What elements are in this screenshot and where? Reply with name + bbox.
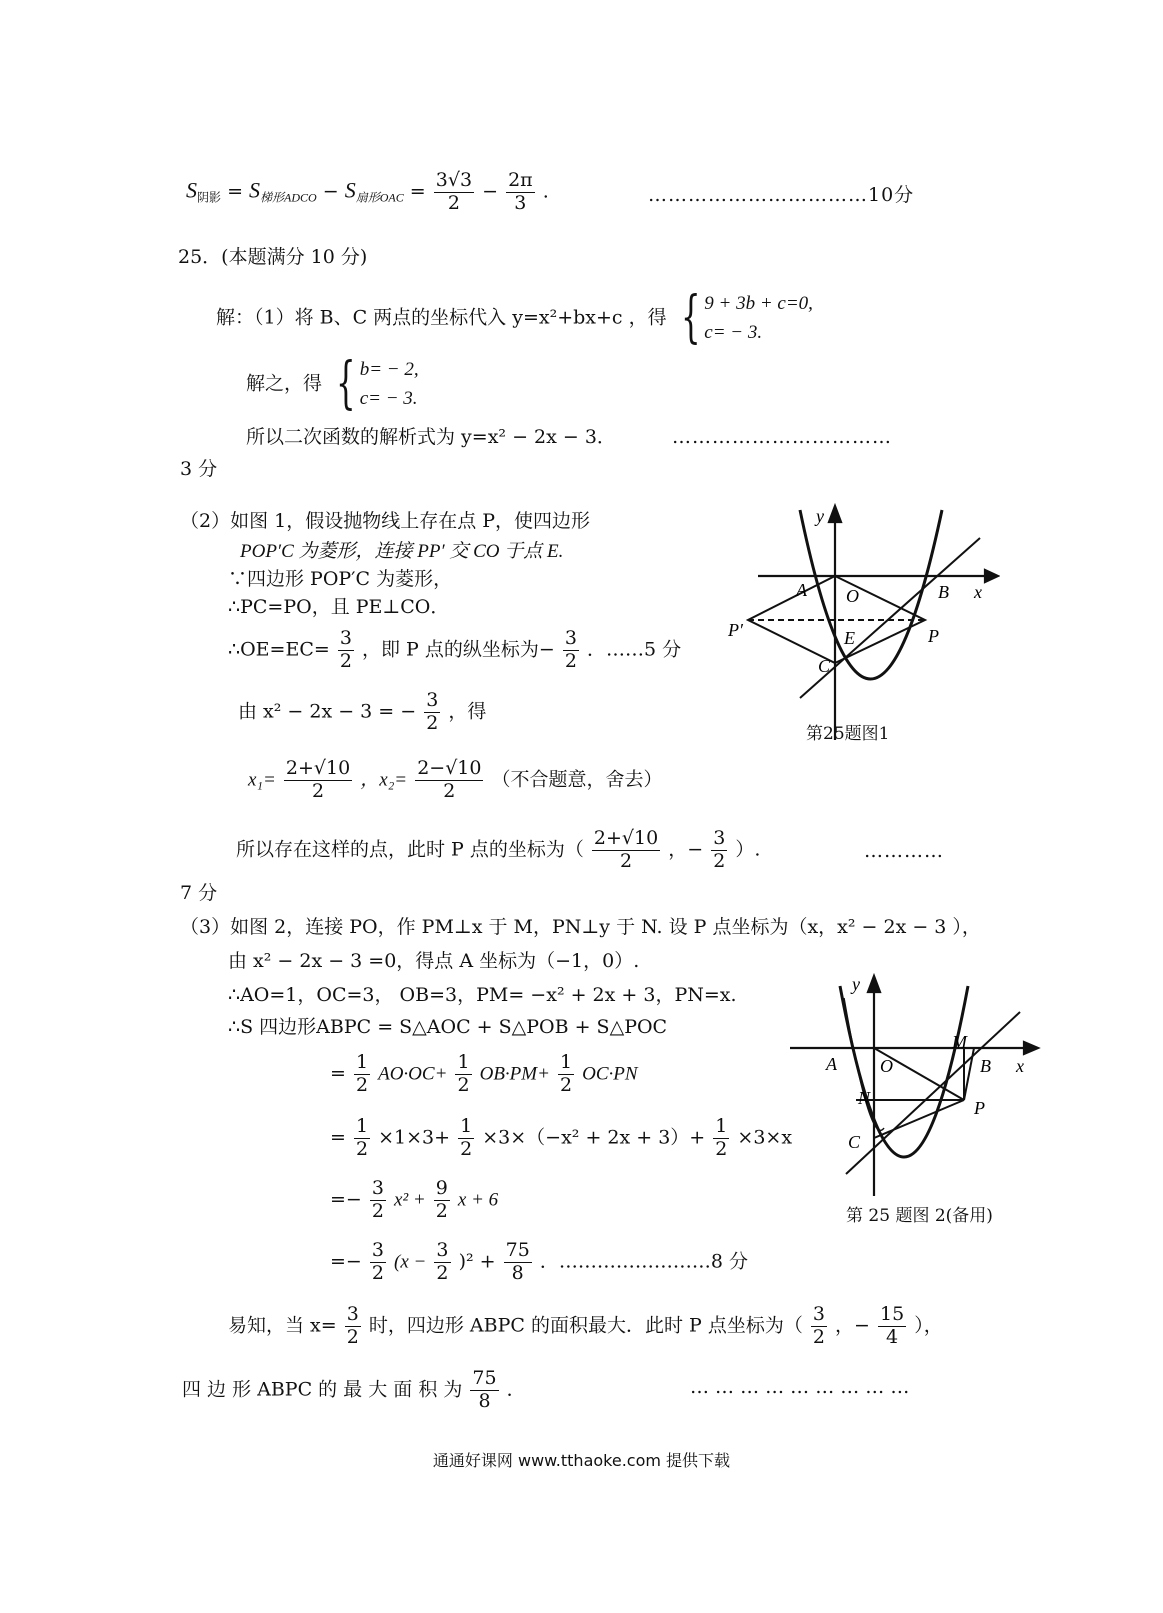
q25-title: 25．(本题满分 10 分) (178, 246, 368, 268)
frac-3-2: $\frac{3}{2}$ (713, 827, 726, 872)
fig1-label-b: B (938, 582, 949, 602)
shadow-area-formula: $S_{阴影} = S_{梯形ADCO} - S_{扇形OAC}$ = $\frac{3√3}{2}$ − $\frac{2\pi}{3}$ . (186, 169, 549, 214)
p3-line8: =− $\frac{3}{2}$ (x − $\frac{3}{2}$ )² + $\frac{75}{8}$ ．……………………8 分 (330, 1239, 748, 1284)
p1-solution: b= − 2, c= − 3. (359, 359, 419, 410)
p1-solve-text: 解之，得 (246, 372, 323, 395)
fig2-y-arrow (868, 976, 880, 992)
p2-exist: 所以存在这样的点，此时 P 点的坐标为（ $\frac{2+√10}{2}$ ，− $\frac{3}{2}$ ）. (236, 827, 761, 872)
p1-cases: 9 + 3b + c=0, c= − 3. (704, 293, 813, 344)
p2-score: 7 分 (180, 882, 218, 904)
p1-score: 3 分 (180, 458, 218, 480)
fig2-label-c: C (848, 1132, 861, 1152)
p2-line3: ∵四边形 POP′C 为菱形， (228, 568, 453, 590)
frac-9-2: $\frac{9}{2}$ (435, 1177, 448, 1222)
p1-solve (246, 351, 419, 417)
frac-1-2: $\frac{1}{2}$ (457, 1051, 470, 1096)
p3-line1: （3）如图 2，连接 PO，作 PM⊥x 于 M，PN⊥y 于 N. 设 P 点坐标为（x，x² − 2x − 3 ）， (180, 916, 981, 938)
frac-3-2: $\frac{3}{2}$ (564, 627, 577, 672)
fig1-label-o: O (846, 586, 859, 606)
fig2-label-o: O (880, 1056, 893, 1076)
page-footer: 通通好课网 www.tthaoke.com 提供下载 (432, 1451, 731, 1470)
fig1-label-y: y (816, 506, 824, 526)
frac-15-4: $\frac{15}{4}$ (879, 1303, 905, 1348)
s-sector-sub: 扇形OAC (355, 190, 404, 205)
p2-dots: ………… (864, 840, 944, 862)
figure-2 (784, 968, 1044, 1203)
frac-1-2: $\frac{1}{2}$ (715, 1115, 728, 1160)
frac-x2: $\frac{2-√10}{2}$ (417, 757, 482, 802)
s-shadow: S (186, 177, 197, 203)
frac-3sqrt3-2: $\frac{3√3}{2}$ (435, 169, 473, 214)
fig2-label-x: x (1016, 1056, 1024, 1076)
frac-3-2: $\frac{3}{2}$ (812, 1303, 825, 1348)
fig1-caption: 第25题图1 (806, 724, 890, 744)
frac-3-2: $\frac{3}{2}$ (339, 627, 352, 672)
p3-line7: =− $\frac{3}{2}$ x² + $\frac{9}{2}$ x + 6 (330, 1177, 499, 1222)
frac-3-2: $\frac{3}{2}$ (371, 1239, 384, 1284)
p2-line2: POP′C 为菱形，连接 PP′ 交 CO 于点 E. (240, 541, 564, 562)
frac-1-2: $\frac{1}{2}$ (355, 1051, 369, 1096)
frac-3-2: $\frac{3}{2}$ (426, 689, 439, 734)
fig2-label-m: M (952, 1032, 967, 1052)
p2-roots: x₁= $\frac{2+√10}{2}$ ，x₂= $\frac{2-√10}{2}$ （不合题意，舍去） (248, 757, 663, 802)
p3-line2: 由 x² − 2x − 3 =0，得点 A 坐标为（−1，0）. (228, 950, 640, 972)
fig2-x-arrow (1024, 1042, 1038, 1054)
fig2-line-bc (846, 1012, 1020, 1174)
fig2-label-p: P (974, 1098, 985, 1118)
p1-dots: …………………………… (672, 426, 892, 448)
fig2-pb (964, 1048, 974, 1100)
brace: { (336, 351, 356, 417)
p3-line6: = $\frac{1}{2}$ ×1×3+ $\frac{1}{2}$ ×3×（−x² + 2x + 3）+ $\frac{1}{2}$ ×3×x (330, 1115, 793, 1160)
fig1-label-p: P (928, 626, 939, 646)
score-10: 10分 (868, 184, 915, 206)
s-sector: S (344, 177, 356, 203)
p3-area-dots: … … … … … … … … … (690, 1376, 910, 1398)
shadow-dots: ……………………………10分 (648, 184, 915, 206)
p3-area: 四 边 形 ABPC 的 最 大 面 积 为 $\frac{75}{8}$ ． (182, 1367, 526, 1412)
fig2-parabola-inner (844, 998, 884, 1130)
fig2-caption: 第 25 题图 2(备用) (846, 1206, 993, 1226)
fig1-x-arrow (985, 570, 998, 582)
p1-intro-text: 解：（1）将 B、C 两点的坐标代入 y=x²+bx+c ，得 (216, 306, 667, 329)
frac-1-2: $\frac{1}{2}$ (559, 1051, 573, 1096)
frac-x1: $\frac{2+√10}{2}$ (285, 757, 351, 802)
p3-line4: ∴S 四边形ABPC = S△AOC + S△POB + S△POC (228, 1016, 668, 1038)
fig2-label-y: y (852, 974, 860, 994)
brace: { (680, 285, 701, 351)
frac-75-8: $\frac{75}{8}$ (505, 1239, 530, 1284)
p1-result: 所以二次函数的解析式为 y=x² − 2x − 3． (246, 426, 616, 448)
figure-1 (720, 500, 1000, 750)
fig1-label-e: E (844, 628, 855, 648)
frac-1-2: $\frac{1}{2}$ (460, 1115, 473, 1160)
frac-3-2: $\frac{3}{2}$ (371, 1177, 384, 1222)
frac-75-8: $\frac{75}{8}$ (472, 1367, 497, 1412)
s-trap-sub: 梯形ADCO (260, 190, 317, 205)
fig2-label-a: A (826, 1054, 837, 1074)
fig1-label-pp: P′ (728, 620, 743, 640)
p3-line5: = $\frac{1}{2}$ AO·OC+ $\frac{1}{2}$ OB·PM+ $\frac{1}{2}$ OC·PN (330, 1051, 638, 1096)
p2-line1: （2）如图 1，假设抛物线上存在点 P，使四边形 (180, 510, 591, 532)
fig1-label-a: A (796, 580, 807, 600)
p2-line4: ∴PC=PO，且 PE⊥CO． (228, 596, 450, 618)
frac-2pi-3: $\frac{2\pi}{3}$ (508, 169, 533, 214)
s-shadow-sub: 阴影 (197, 190, 222, 205)
frac-3-2: $\frac{3}{2}$ (436, 1239, 449, 1284)
p1-intro (216, 285, 813, 351)
fig1-label-c: C (818, 656, 831, 676)
fig1-y-arrow (829, 506, 841, 522)
frac-3-2: $\frac{3}{2}$ (346, 1303, 359, 1348)
frac-1-2: $\frac{1}{2}$ (355, 1115, 369, 1160)
fig1-label-x: x (974, 582, 982, 602)
p3-line3: ∴AO=1，OC=3， OB=3，PM= −x² + 2x + 3，PN=x. (228, 984, 737, 1006)
fig2-label-b: B (980, 1056, 991, 1076)
p2-line5: ∴OE=EC= $\frac{3}{2}$ ，即 P 点的纵坐标为− $\frac{3}{2}$ ．……5 分 (228, 627, 682, 672)
s-trap: S (249, 177, 261, 203)
p2-line6: 由 x² − 2x − 3 = − $\frac{3}{2}$ ，得 (238, 689, 487, 734)
fig2-label-n: N (858, 1088, 871, 1108)
p3-max: 易知，当 x= $\frac{3}{2}$ 时，四边形 ABPC 的面积最大．此时 P 点坐标为（ $\frac{3}{2}$ ，− $\frac{15}{4}$ ）， (228, 1303, 943, 1348)
frac-x1: $\frac{2+√10}{2}$ (593, 827, 659, 872)
